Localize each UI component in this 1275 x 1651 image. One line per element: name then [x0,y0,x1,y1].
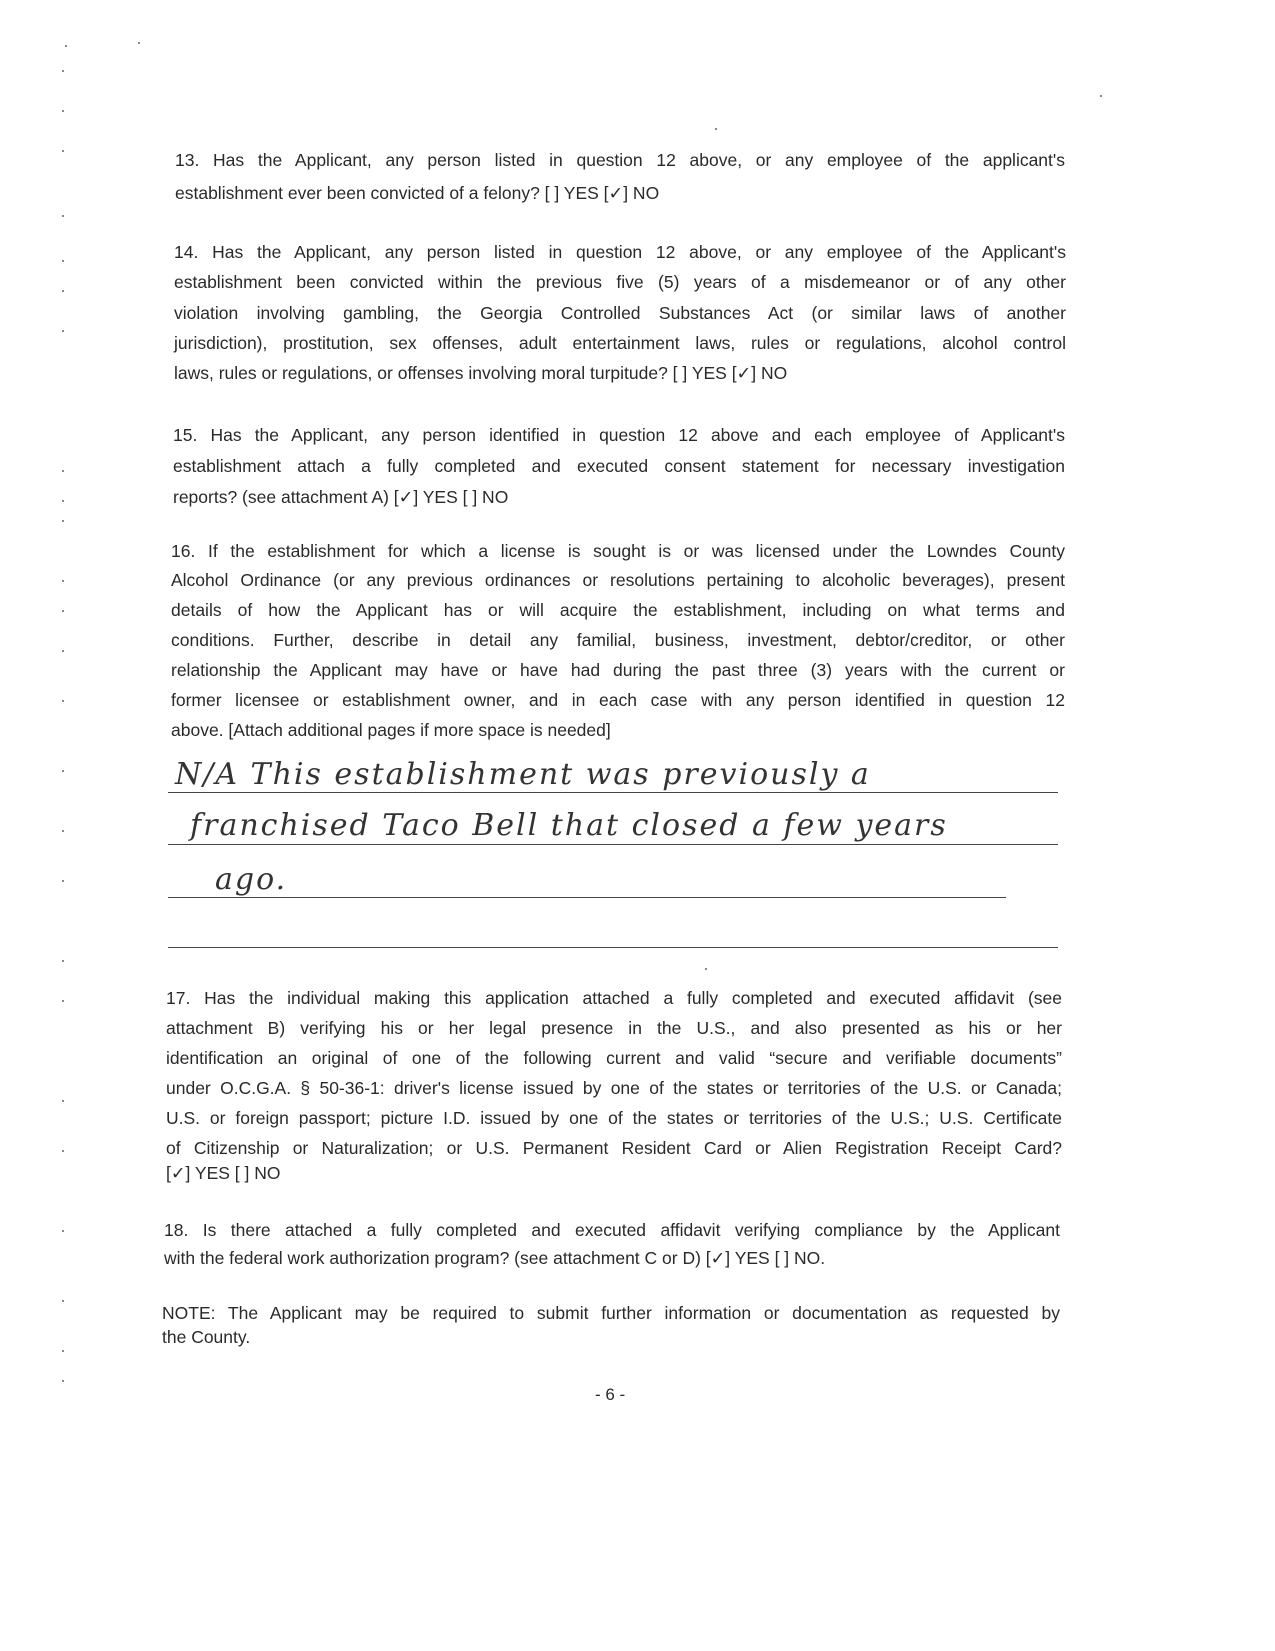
scan-speck [62,700,64,702]
scan-speck [705,968,707,970]
q15-line: 15. Has the Applicant, any person identified in question 12 above and each employee of Applicant's [173,425,1065,445]
scan-speck [62,960,64,962]
scan-speck [1100,95,1102,97]
scan-speck [62,770,64,772]
answer-rule-4 [168,947,1058,948]
note-line: NOTE: The Applicant may be required to submit further information or documentation as requested by [162,1303,1060,1323]
scan-speck [62,610,64,612]
q18-line: with the federal work authorization program? (see attachment C or D) [✓] YES [ ] NO. [164,1248,826,1268]
scan-speck [65,45,67,47]
scan-speck [62,330,64,332]
scan-speck [62,1380,64,1382]
scan-speck [62,150,64,152]
scan-speck [138,42,140,44]
q13-line: 13. Has the Applicant, any person listed in question 12 above, or any employee of the applicant's [175,150,1065,170]
q14-line: violation involving gambling, the Georgia Controlled Substances Act (or similar laws of another [174,303,1066,323]
page-number: - 6 - [595,1385,626,1404]
q16-line: conditions. Further, describe in detail any familial, business, investment, debtor/creditor, or other [171,630,1065,650]
scan-speck [62,470,64,472]
q16-line: former licensee or establishment owner, and in each case with any person identified in question 12 [171,690,1065,710]
scan-speck [62,880,64,882]
handwritten-answer-line-2: franchised Taco Bell that closed a few years [190,808,948,843]
q14-line: establishment been convicted within the previous five (5) years of a misdemeanor or of any other [174,272,1066,292]
scan-speck [62,1350,64,1352]
scan-speck [62,1000,64,1002]
q17-line: identification an original of one of the following current and valid “secure and verifiable documents” [166,1048,1062,1068]
handwritten-answer-line-1: N/A This establishment was previously a [175,757,871,792]
q16-line: 16. If the establishment for which a license is sought is or was licensed under the Lowndes County [171,541,1065,561]
scan-speck [62,650,64,652]
scan-speck [62,1100,64,1102]
q17-line: 17. Has the individual making this application attached a fully completed and executed affidavit (see [166,988,1062,1008]
scan-speck [62,215,64,217]
q17-line: attachment B) verifying his or her legal presence in the U.S., and also presented as his or her [166,1018,1062,1038]
scan-speck [62,580,64,582]
q16-line: relationship the Applicant may have or have had during the past three (3) years with the current or [171,660,1065,680]
q15-line: reports? (see attachment A) [✓] YES [ ] NO [173,487,509,507]
q18-line: 18. Is there attached a fully completed and executed affidavit verifying compliance by the Applicant [164,1220,1060,1240]
q16-line: Alcohol Ordinance (or any previous ordinances or resolutions pertaining to alcoholic beverages), present [171,570,1065,590]
q15-line: establishment attach a fully completed and executed consent statement for necessary investigation [173,456,1065,476]
scan-speck [62,1230,64,1232]
scan-speck [62,260,64,262]
scan-speck [62,290,64,292]
scan-speck [62,500,64,502]
q17-line: under O.C.G.A. § 50-36-1: driver's license issued by one of the states or territories of the U.S. or Canada; [166,1078,1062,1098]
scan-speck [62,520,64,522]
answer-rule-3 [168,897,1006,898]
q14-line: jurisdiction), prostitution, sex offenses, adult entertainment laws, rules or regulations, alcohol control [174,333,1066,353]
q16-line: above. [Attach additional pages if more space is needed] [171,720,611,740]
note-line: the County. [162,1327,251,1347]
answer-rule-2 [168,844,1058,845]
q17-line: of Citizenship or Naturalization; or U.S. Permanent Resident Card or Alien Registration Receipt Card? [166,1138,1062,1158]
scan-speck [715,128,717,130]
handwritten-answer-line-3: ago. [215,862,288,897]
scan-speck [62,1150,64,1152]
q14-line: laws, rules or regulations, or offenses involving moral turpitude? [ ] YES [✓] NO [174,363,788,383]
q16-line: details of how the Applicant has or will acquire the establishment, including on what terms and [171,600,1065,620]
answer-rule-1 [168,792,1058,793]
q17-line: [✓] YES [ ] NO [166,1163,281,1183]
q13-line: establishment ever been convicted of a felony? [ ] YES [✓] NO [175,183,660,203]
scan-speck [62,70,64,72]
scan-speck [62,830,64,832]
scan-speck [62,1300,64,1302]
scan-speck [62,110,64,112]
q17-line: U.S. or foreign passport; picture I.D. issued by one of the states or territories of the U.S.; U.S. Certificate [166,1108,1062,1128]
q14-line: 14. Has the Applicant, any person listed in question 12 above, or any employee of the Applicant's [174,242,1066,262]
